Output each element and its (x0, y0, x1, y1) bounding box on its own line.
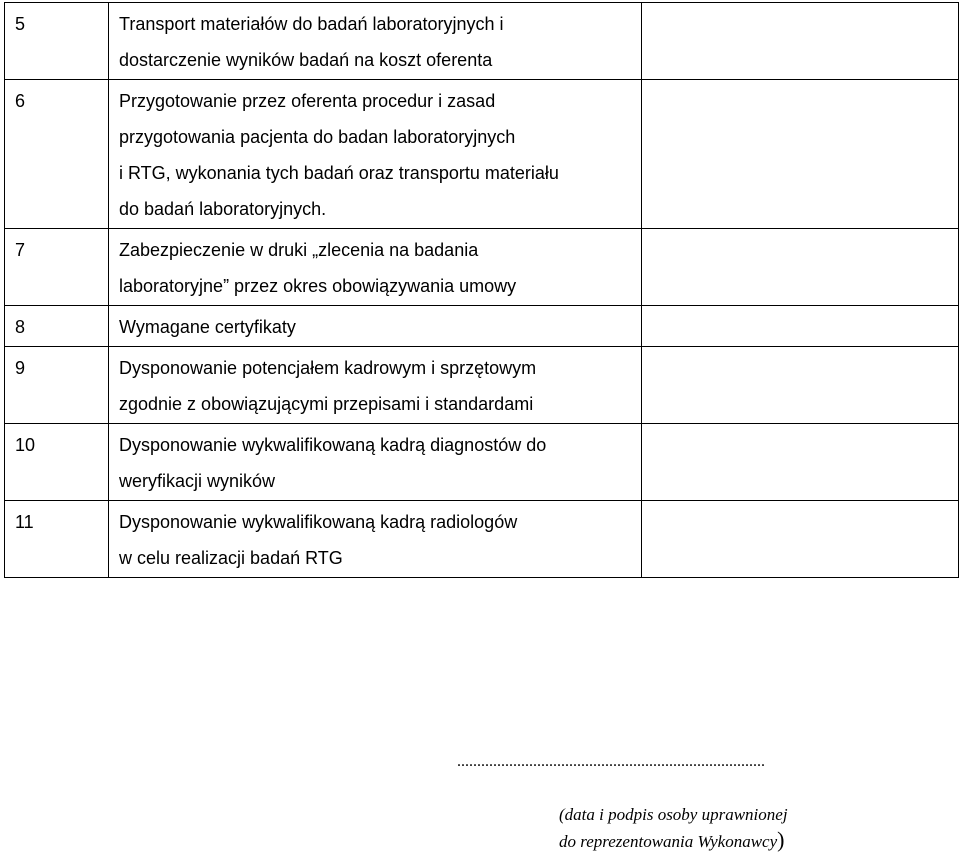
row-number-cell (5, 80, 109, 229)
row-description (119, 80, 641, 228)
table-row (5, 229, 959, 306)
row-description-cell (109, 347, 642, 424)
table-row (5, 3, 959, 80)
row-number-cell (5, 424, 109, 501)
row-answer-cell (642, 424, 959, 501)
row-description-line: dostarczenie wyników badań na koszt oferenta (119, 50, 493, 70)
row-number: 6 (15, 91, 26, 111)
row-description-line: Dysponowanie wykwalifikowaną kadrą radiologów (119, 512, 518, 532)
table-row (5, 306, 959, 347)
row-description-line: Wymagane certyfikaty (119, 317, 296, 337)
row-description-line: do badań laboratoryjnych. (119, 199, 327, 219)
row-description (119, 347, 641, 423)
row-description-cell (109, 80, 642, 229)
row-number: 8 (15, 317, 26, 337)
row-description (119, 3, 641, 79)
requirements-table-body (5, 3, 959, 578)
row-number-cell (5, 347, 109, 424)
row-description-line: przygotowania pacjenta do badan laboratoryjnych (119, 127, 516, 147)
table-row (5, 347, 959, 424)
row-description-line: Dysponowanie wykwalifikowaną kadrą diagnostów do (119, 435, 547, 455)
row-number-cell (5, 501, 109, 578)
row-number: 9 (15, 358, 26, 378)
row-number: 10 (15, 435, 36, 455)
row-answer-cell (642, 80, 959, 229)
row-description (119, 501, 641, 577)
row-description-line: Zabezpieczenie w druki „zlecenia na badania (119, 240, 479, 260)
row-answer-cell (642, 229, 959, 306)
row-description-line: zgodnie z obowiązującymi przepisami i standardami (119, 394, 534, 414)
signature-caption-line-2-text: do reprezentowania Wykonawcy (559, 832, 778, 851)
row-number-cell (5, 3, 109, 80)
row-answer-cell (642, 306, 959, 347)
row-description-cell (109, 3, 642, 80)
requirements-table (4, 2, 959, 578)
row-description-line: i RTG, wykonania tych badań oraz transportu materiału (119, 163, 559, 183)
row-description-line: weryfikacji wyników (119, 471, 276, 491)
row-description-cell (109, 229, 642, 306)
signature-block (457, 752, 947, 854)
table-row (5, 501, 959, 578)
row-number: 5 (15, 14, 26, 34)
signature-caption (559, 802, 947, 854)
row-description-line: Przygotowanie przez oferenta procedur i zasad (119, 91, 496, 111)
row-description-line: laboratoryjne” przez okres obowiązywania umowy (119, 276, 517, 296)
row-description-line: Transport materiałów do badań laboratoryjnych i (119, 14, 504, 34)
row-description-cell (109, 424, 642, 501)
row-number-cell (5, 306, 109, 347)
row-description-cell (109, 501, 642, 578)
table-row (5, 80, 959, 229)
row-number-cell (5, 229, 109, 306)
signature-caption-line-1: (data i podpis osoby uprawnionej (559, 805, 788, 824)
row-answer-cell (642, 3, 959, 80)
row-description (119, 424, 641, 500)
signature-line: ............................................................................. (457, 753, 765, 770)
row-number: 11 (15, 512, 34, 532)
row-description (119, 229, 641, 305)
row-description-line: w celu realizacji badań RTG (119, 548, 343, 568)
row-description-cell (109, 306, 642, 347)
signature-caption-line-2 (559, 827, 947, 854)
row-description-line: Dysponowanie potencjałem kadrowym i sprzętowym (119, 358, 537, 378)
table-row (5, 424, 959, 501)
row-answer-cell (642, 501, 959, 578)
row-description (119, 306, 641, 346)
row-answer-cell (642, 347, 959, 424)
row-number: 7 (15, 240, 26, 260)
signature-caption-close-paren: ) (777, 827, 785, 852)
